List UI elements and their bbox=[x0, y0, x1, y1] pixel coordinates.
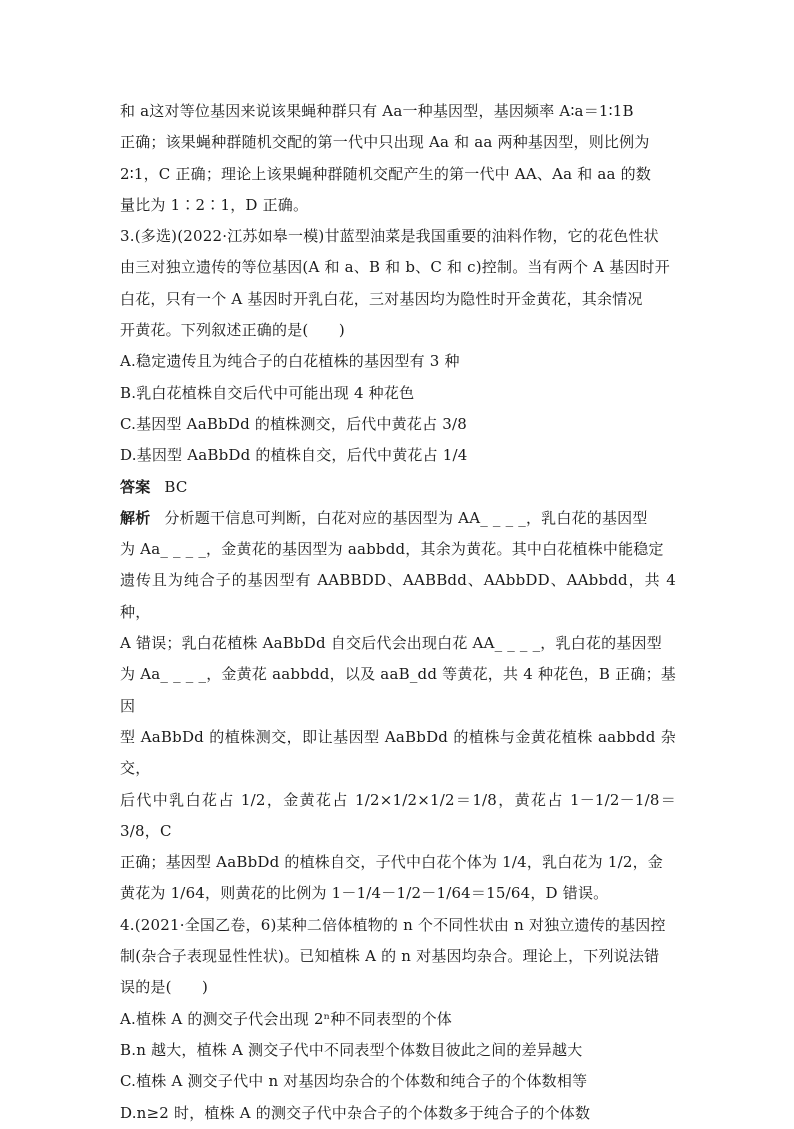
question-4-option-a: A.植株 A 的测交子代会出现 2ⁿ种不同表型的个体 bbox=[120, 1009, 452, 1028]
question-3-stem-line: 3.(多选)(2022·江苏如皋一模)甘蓝型油菜是我国重要的油料作物，它的花色性状 bbox=[120, 227, 659, 246]
analysis-text: 分析题干信息可判断，白花对应的基因型为 AA_ _ _ _，乳白花的基因型 bbox=[164, 508, 648, 527]
analysis-line bbox=[120, 503, 676, 534]
analysis-line: 遗传且为纯合子的基因型有 AABBDD、AABBdd、AAbbDD、AAbbdd，共 4 种， bbox=[120, 571, 676, 621]
question-4-option-d: D.n≥2 时，植株 A 的测交子代中杂合子的个体数多于纯合子的个体数 bbox=[120, 1103, 591, 1122]
text-line: 正确；该果蝇种群随机交配的第一代中只出现 Aa 和 aa 两种基因型，则比例为 bbox=[120, 133, 650, 152]
answer-label: 答案 bbox=[120, 477, 151, 496]
question-4-stem-line: 制(杂合子表现显性性状)。已知植株 A 的 n 对基因均杂合。理论上，下列说法错 bbox=[120, 947, 660, 966]
answer-line bbox=[120, 472, 676, 503]
analysis-line: 正确；基因型 AaBbDd 的植株自交，子代中白花个体为 1/4，乳白花为 1/2，金 bbox=[120, 853, 663, 872]
analysis-line: 为 Aa_ _ _ _，金黄花 aabbdd，以及 aaB_dd 等黄花，共 4 种花色，B 正确；基因 bbox=[120, 665, 676, 715]
text-line: 量比为 1∶2∶1，D 正确。 bbox=[120, 195, 309, 214]
analysis-label: 解析 bbox=[120, 508, 151, 527]
question-3-stem-line: 开黄花。下列叙述正确的是( ) bbox=[120, 321, 345, 340]
question-3-option-b: B.乳白花植株自交后代中可能出现 4 种花色 bbox=[120, 383, 415, 402]
text-line: 2∶1，C 正确；理论上该果蝇种群随机交配产生的第一代中 AA、Aa 和 aa 的数 bbox=[120, 164, 652, 183]
question-3-option-d: D.基因型 AaBbDd 的植株自交，后代中黄花占 1/4 bbox=[120, 446, 468, 465]
document-body bbox=[120, 96, 676, 1129]
analysis-line: 为 Aa_ _ _ _，金黄花的基因型为 aabbdd，其余为黄花。其中白花植株中能稳定 bbox=[120, 540, 664, 559]
question-3-option-a: A.稳定遗传且为纯合子的白花植株的基因型有 3 种 bbox=[120, 352, 460, 371]
analysis-line: 黄花为 1/64，则黄花的比例为 1－1/4－1/2－1/64＝15/64，D 错误。 bbox=[120, 884, 609, 903]
analysis-line: A 错误；乳白花植株 AaBbDd 自交后代会出现白花 AA_ _ _ _，乳白花的基因型 bbox=[120, 634, 662, 653]
question-4-stem-line: 误的是( ) bbox=[120, 978, 209, 997]
question-3-stem-line: 由三对独立遗传的等位基因(A 和 a、B 和 b、C 和 c)控制。当有两个 A 基因时开 bbox=[120, 258, 670, 277]
question-4-stem-line: 4.(2021·全国乙卷，6)某种二倍体植物的 n 个不同性状由 n 对独立遗传的基因控 bbox=[120, 915, 666, 934]
analysis-line: 型 AaBbDd 的植株测交，即让基因型 AaBbDd 的植株与金黄花植株 aabbdd 杂交， bbox=[120, 727, 676, 778]
analysis-line: 后代中乳白花占 1/2，金黄花占 1/2×1/2×1/2＝1/8，黄花占 1－1/2－1/8＝3/8，C bbox=[120, 790, 676, 840]
text-line: 和 a这对等位基因来说该果蝇种群只有 Aa一种基因型，基因频率 A∶a＝1∶1B bbox=[120, 102, 634, 120]
question-3-option-c: C.基因型 AaBbDd 的植株测交，后代中黄花占 3/8 bbox=[120, 414, 467, 433]
answer-value: BC bbox=[164, 477, 188, 496]
question-4-option-b: B.n 越大，植株 A 测交子代中不同表型个体数目彼此之间的差异越大 bbox=[120, 1040, 583, 1059]
question-3-stem-line: 白花，只有一个 A 基因时开乳白花，三对基因均为隐性时开金黄花，其余情况 bbox=[120, 289, 643, 308]
question-4-option-c: C.植株 A 测交子代中 n 对基因均杂合的个体数和纯合子的个体数相等 bbox=[120, 1072, 588, 1091]
